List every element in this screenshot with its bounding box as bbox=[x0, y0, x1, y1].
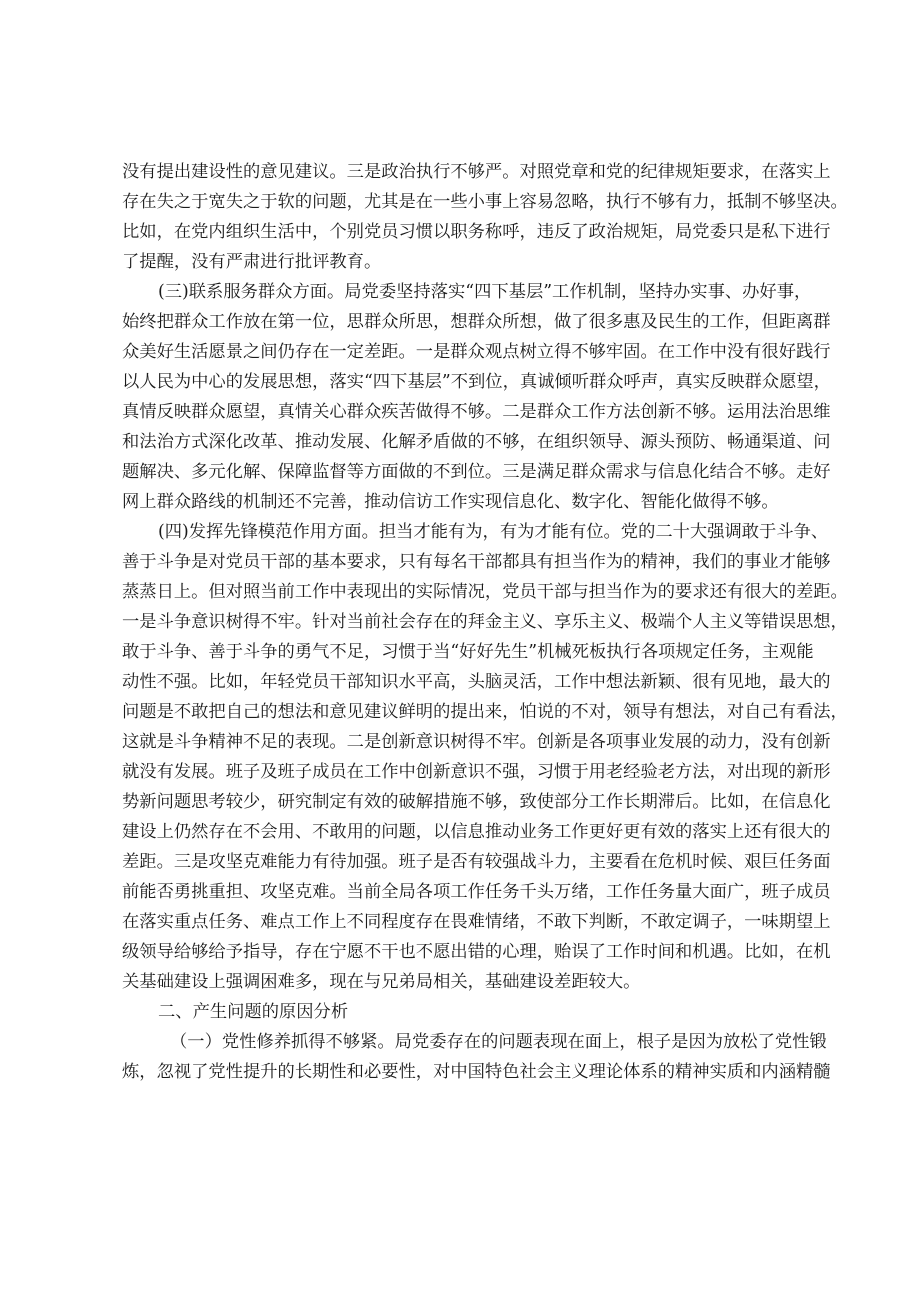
text-line: 关基础建设上强调困难多，现在与兄弟局相关，基础建设差距较大。 bbox=[122, 972, 641, 992]
text-line: 和法治方式深化改革、推动发展、化解矛盾做的不够，在组织领导、源头预防、畅通渠道、问 bbox=[122, 432, 831, 452]
text-line: 动性不强。比如，年轻党员干部知识水平高，头脑灵活，工作中想法新颖、很有见地，最大的 bbox=[122, 672, 831, 692]
text-line: 题解决、多元化解、保障监督等方面做的不到位。三是满足群众需求与信息化结合不够。走好 bbox=[122, 462, 831, 482]
text-line: （一）党性修养抓得不够紧。局党委存在的问题表现在面上，根子是因为放松了党性锻 bbox=[170, 1032, 827, 1052]
text-line: 众美好生活愿景之间仍存在一定差距。一是群众观点树立得不够牢固。在工作中没有很好践行 bbox=[122, 342, 831, 362]
text-line: (四)发挥先锋模范作用方面。担当才能有为，有为才能有位。党的二十大强调敢于斗争、 bbox=[158, 522, 829, 542]
text-line: 以人民为中心的发展思想，落实“四下基层”不到位，真诚倾听群众呼声，真实反映群众愿望， bbox=[122, 372, 831, 392]
document-body bbox=[122, 157, 848, 1087]
section-heading-cause-analysis bbox=[122, 997, 798, 1027]
text-line: 存在失之于宽失之于软的问题，尤其是在一些小事上容易忽略，执行不够有力，抵制不够坚决。 bbox=[122, 192, 848, 212]
text-line: 比如，在党内组织生活中，个别党员习惯以职务称呼，违反了政治规矩，局党委只是私下进行 bbox=[122, 222, 831, 242]
text-line: 善于斗争是对党员干部的基本要求，只有每名干部都具有担当作为的精神，我们的事业才能够 bbox=[122, 552, 831, 572]
text-line: 炼，忽视了党性提升的长期性和必要性，对中国特色社会主义理论体系的精神实质和内涵精髓 bbox=[122, 1062, 831, 1082]
text-line: 了提醒，没有严肃进行批评教育。 bbox=[122, 252, 382, 272]
paragraph-party-spirit bbox=[122, 1027, 831, 1087]
section-heading: 二、产生问题的原因分析 bbox=[158, 1002, 349, 1022]
text-line: 真情反映群众愿望，真情关心群众疾苦做得不够。二是群众工作方法创新不够。运用法治思维 bbox=[122, 402, 831, 422]
paragraph-serving-masses bbox=[122, 277, 831, 517]
text-line: 蒸蒸日上。但对照当前工作中表现出的实际情况，党员干部与担当作为的要求还有很大的差距。 bbox=[122, 582, 848, 602]
text-line: 敢于斗争、善于斗争的勇气不足，习惯于当“好好先生”机械死板执行各项规定任务，主观能 bbox=[122, 642, 814, 662]
paragraph-political-execution bbox=[122, 157, 848, 277]
text-line: 建设上仍然存在不会用、不敢用的问题，以信息推动业务工作更好更有效的落实上还有很大的 bbox=[122, 822, 831, 842]
text-line: 始终把群众工作放在第一位，思群众所思，想群众所想，做了很多惠及民生的工作，但距离群 bbox=[122, 312, 831, 332]
text-line: 差距。三是攻坚克难能力有待加强。班子是否有较强战斗力，主要看在危机时候、艰巨任务面 bbox=[122, 852, 831, 872]
text-line: 一是斗争意识树得不牢。针对当前社会存在的拜金主义、享乐主义、极端个人主义等错误思想， bbox=[122, 612, 848, 632]
text-line: 在落实重点任务、难点工作上不同程度存在畏难情绪，不敢下判断，不敢定调子，一味期望上 bbox=[122, 912, 831, 932]
text-line: 问题是不敢把自己的想法和意见建议鲜明的提出来，怕说的不对，领导有想法，对自己有看法， bbox=[122, 702, 848, 722]
text-line: 没有提出建设性的意见建议。三是政治执行不够严。对照党章和党的纪律规矩要求，在落实上 bbox=[122, 162, 831, 182]
text-line: 就没有发展。班子及班子成员在工作中创新意识不强，习惯于用老经验老方法，对出现的新形 bbox=[122, 762, 831, 782]
text-line: (三)联系服务群众方面。局党委坚持落实“四下基层”工作机制，坚持办实事、办好事， bbox=[158, 282, 812, 302]
text-line: 这就是斗争精神不足的表现。二是创新意识树得不牢。创新是各项事业发展的动力，没有创新 bbox=[122, 732, 831, 752]
text-line: 前能否勇挑重担、攻坚克难。当前全局各项工作任务千头万绪，工作任务量大面广，班子成员 bbox=[122, 882, 831, 902]
paragraph-vanguard-role bbox=[122, 517, 848, 997]
text-line: 网上群众路线的机制还不完善，推动信访工作实现信息化、数字化、智能化做得不够。 bbox=[122, 492, 779, 512]
text-line: 势新问题思考较少，研究制定有效的破解措施不够，致使部分工作长期滞后。比如，在信息化 bbox=[122, 792, 831, 812]
text-line: 级领导给够给予指导，存在宁愿不干也不愿出错的心理，贻误了工作时间和机遇。比如，在机 bbox=[122, 942, 831, 962]
